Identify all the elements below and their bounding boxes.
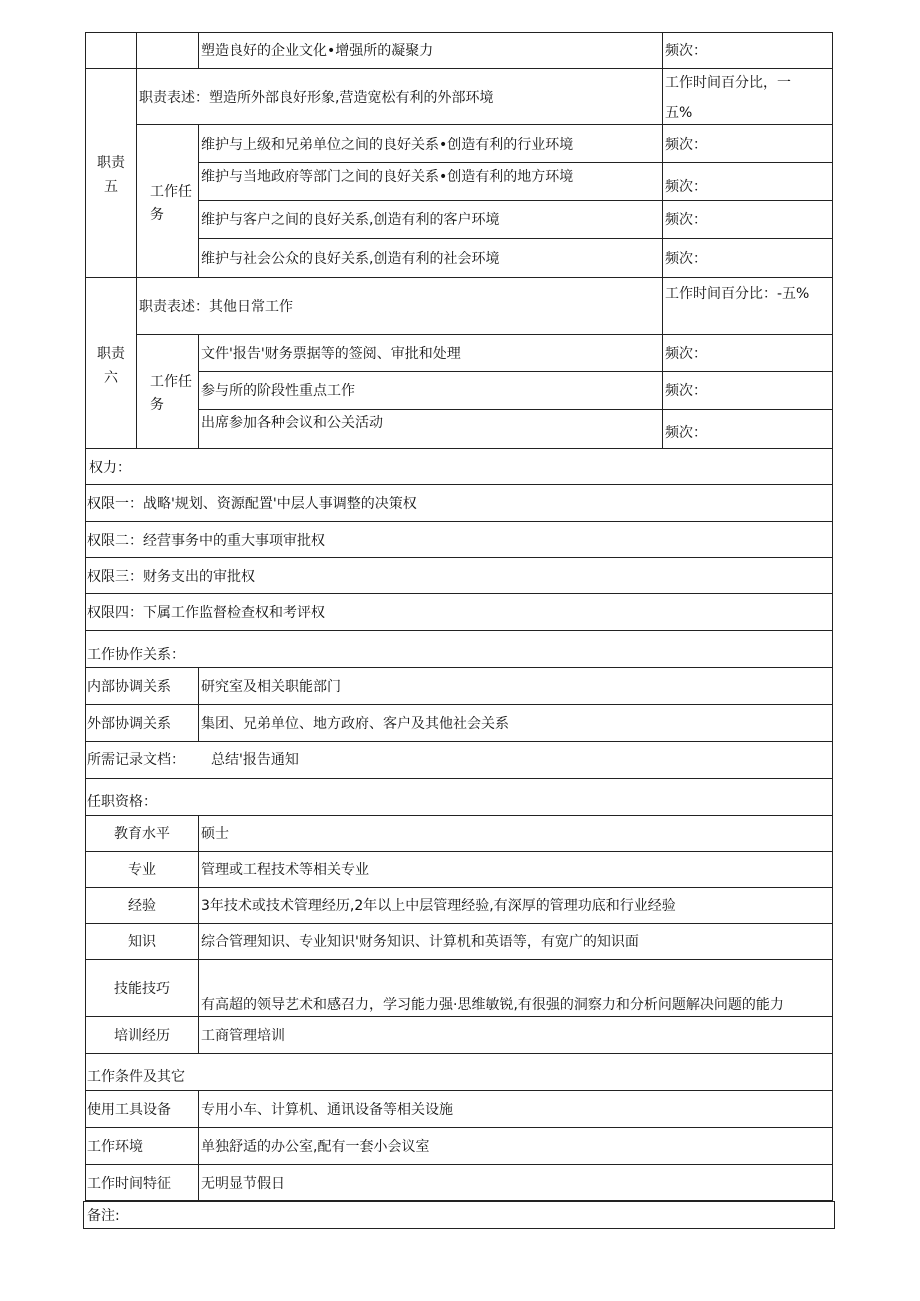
qualifications-title: 任职资格： <box>87 794 157 810</box>
duty-five-task-2: 维护与当地政府等部门之间的良好关系•创造有利的地方环境 <box>201 169 574 185</box>
power-item-1: 权限一：战略'规划、资源配置'中层人事调整的决策权 <box>87 496 417 512</box>
duty-six-task-2-frequency: 频次： <box>665 383 707 399</box>
qualification-label-education: 教育水平 <box>114 826 170 842</box>
power-item-3: 权限三：财务支出的审批权 <box>87 569 255 585</box>
duty-five-task-3-frequency: 频次： <box>665 212 707 228</box>
records-label: 所需记录文档： <box>87 752 185 768</box>
duty-five-task-2-frequency: 频次： <box>665 179 707 195</box>
conditions-title: 工作条件及其它 <box>87 1069 185 1085</box>
remarks-label: 备注: <box>87 1208 120 1224</box>
duty-six-task-2: 参与所的阶段性重点工作 <box>201 383 355 399</box>
first-row-frequency: 频次： <box>665 43 707 59</box>
condition-value-tools: 专用小车、计算机、通讯设备等相关设施 <box>201 1102 453 1118</box>
condition-value-hours: 无明显节假日 <box>201 1176 285 1192</box>
duty-six-label: 职责 <box>97 346 125 362</box>
qualification-label-training: 培训经历 <box>114 1028 170 1044</box>
first-row-task: 塑造良好的企业文化•增强所的凝聚力 <box>201 43 434 59</box>
records-value: 总结'报告通知 <box>211 752 299 768</box>
external-coordination-value: 集团、兄弟单位、地方政府、客户及其他社会关系 <box>201 716 509 732</box>
duty-six-task-1-frequency: 频次： <box>665 346 707 362</box>
condition-label-hours: 工作时间特征 <box>87 1176 171 1192</box>
duty-six-task-1: 文件'报告'财务票据等的签阅、审批和处理 <box>201 346 461 362</box>
power-item-4: 权限四：下属工作监督检查权和考评权 <box>87 605 325 621</box>
qualification-label-knowledge: 知识 <box>128 934 156 950</box>
qualification-value-knowledge: 综合管理知识、专业知识'财务知识、计算机和英语等，有宽广的知识面 <box>201 934 639 950</box>
duty-six-time-percent: 工作时间百分比：-五% <box>665 286 810 302</box>
duty-five-tasks-label-2: 务 <box>150 207 164 223</box>
duty-five-task-1: 维护与上级和兄弟单位之间的良好关系•创造有利的行业环境 <box>201 137 574 153</box>
duty-five-tasks-label: 工作任 <box>150 184 192 200</box>
duty-six-label-number: 六 <box>104 370 118 386</box>
collaboration-title: 工作协作关系： <box>87 647 185 663</box>
duty-six-task-3-frequency: 频次： <box>665 425 707 441</box>
condition-label-tools: 使用工具设备 <box>87 1102 171 1118</box>
duty-five-label-number: 五 <box>104 179 118 195</box>
qualification-label-experience: 经验 <box>128 898 156 914</box>
duty-six-task-3: 出席参加各种会议和公关活动 <box>201 415 383 431</box>
internal-coordination-label: 内部协调关系 <box>87 679 171 695</box>
qualification-label-skills: 技能技巧 <box>114 981 170 997</box>
duty-five-time-percent: 工作时间百分比，一 <box>665 75 791 91</box>
qualification-value-training: 工商管理培训 <box>201 1028 285 1044</box>
qualification-value-experience: 3年技术或技术管理经历,2年以上中层管理经验,有深厚的管理功底和行业经验 <box>201 898 676 914</box>
duty-five-description: 职责表述：塑造所外部良好形象,营造宽松有利的外部环境 <box>139 90 494 106</box>
external-coordination-label: 外部协调关系 <box>87 716 171 732</box>
duty-five-task-3: 维护与客户之间的良好关系,创造有利的客户环境 <box>201 212 500 228</box>
duty-five-task-4: 维护与社会公众的良好关系,创造有利的社会环境 <box>201 251 500 267</box>
condition-label-environment: 工作环境 <box>87 1139 143 1155</box>
duty-six-tasks-label: 工作任 <box>150 374 192 390</box>
condition-value-environment: 单独舒适的办公室,配有一套小会议室 <box>201 1139 430 1155</box>
duty-five-task-4-frequency: 频次： <box>665 251 707 267</box>
duty-five-label: 职责 <box>97 155 125 171</box>
power-title: 权力： <box>89 460 131 476</box>
qualification-value-skills: 有高超的领导艺术和感召力，学习能力强·思维敏锐,有很强的洞察力和分析问题解决问题的能力 <box>201 997 784 1013</box>
duty-five-time-percent-value: 五% <box>665 105 693 121</box>
power-item-2: 权限二：经营事务中的重大事项审批权 <box>87 533 325 549</box>
duty-six-tasks-label-2: 务 <box>150 397 164 413</box>
internal-coordination-value: 研究室及相关职能部门 <box>201 679 341 695</box>
qualification-value-education: 硕士 <box>201 826 229 842</box>
qualification-label-major: 专业 <box>128 862 156 878</box>
qualification-value-major: 管理或工程技术等相关专业 <box>201 862 369 878</box>
duty-six-description: 职责表述：其他日常工作 <box>139 299 293 315</box>
duty-five-task-1-frequency: 频次： <box>665 137 707 153</box>
